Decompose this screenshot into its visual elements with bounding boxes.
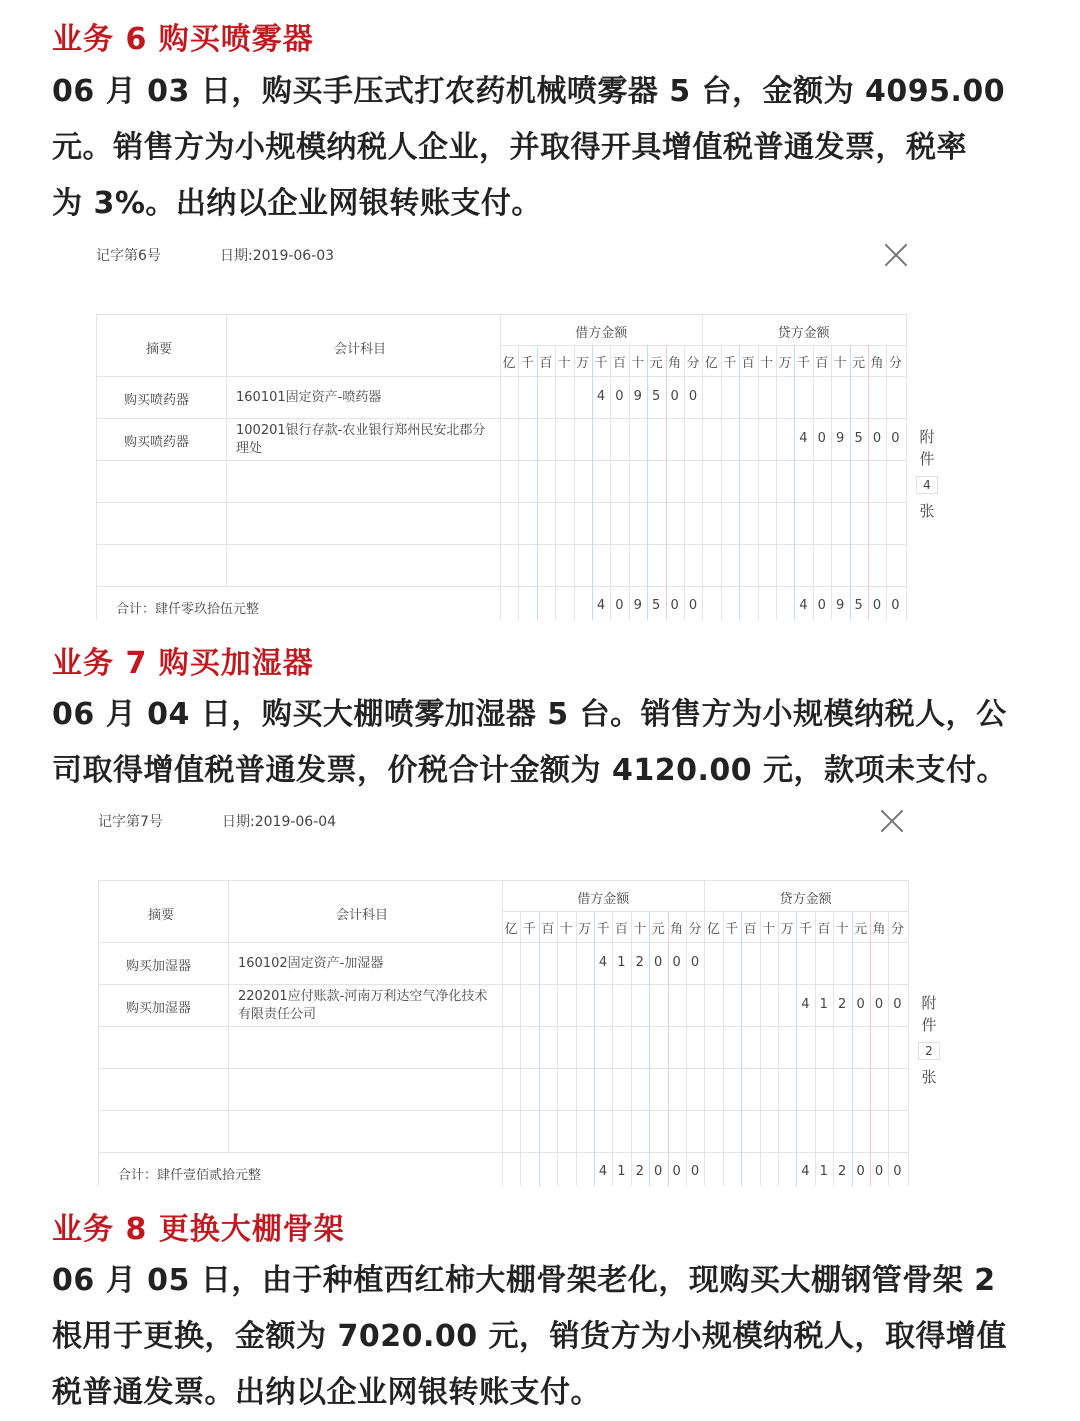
section-8-heading: 业务 8 更换大棚骨架 bbox=[52, 1212, 345, 1247]
unit-label: 万 bbox=[576, 356, 590, 371]
grid-line bbox=[96, 418, 906, 419]
voucher-date: 日期:2019-06-04 bbox=[222, 814, 337, 830]
grid-line bbox=[833, 911, 834, 1186]
grid-line bbox=[668, 911, 669, 1186]
grid-line bbox=[831, 345, 832, 620]
account-header: 会计科目 bbox=[334, 342, 387, 357]
credit-digit: 4 bbox=[799, 431, 808, 446]
row-account: 220201应付账款-河南万利达空气净化技术有限责任公司 bbox=[238, 989, 488, 1022]
unit-label: 千 bbox=[796, 356, 810, 371]
attachment-count: 4 bbox=[916, 476, 938, 494]
total-credit-digit: 4 bbox=[799, 598, 808, 613]
unit-label: 十 bbox=[631, 356, 645, 371]
total-debit-digit: 0 bbox=[688, 598, 698, 613]
grid-line bbox=[721, 345, 722, 620]
grid-line bbox=[539, 911, 540, 1186]
unit-label: 百 bbox=[743, 922, 757, 937]
total-debit-digit: 0 bbox=[690, 1164, 700, 1179]
attachment-label: 附件 bbox=[919, 428, 935, 468]
unit-label: 亿 bbox=[502, 356, 516, 371]
voucher-date: 日期:2019-06-03 bbox=[220, 248, 335, 264]
credit-header: 贷方金额 bbox=[779, 892, 832, 907]
grid-line bbox=[98, 880, 99, 1186]
section-6-text bbox=[52, 64, 1032, 232]
unit-label: 百 bbox=[817, 922, 831, 937]
voucher-number: 记字第7号 bbox=[98, 814, 163, 830]
grid-line bbox=[592, 345, 593, 620]
voucher-number: 记字第6号 bbox=[96, 248, 161, 264]
row-summary: 购买喷药器 bbox=[124, 393, 190, 408]
total-label: 合计：肆仟壹佰贰拾元整 bbox=[118, 1168, 262, 1183]
unit-label: 千 bbox=[723, 356, 737, 371]
total-credit-digit: 2 bbox=[838, 1164, 847, 1179]
section-8-text bbox=[52, 1253, 1032, 1421]
grid-line bbox=[520, 911, 521, 1186]
unit-label: 十 bbox=[835, 922, 849, 937]
debit-digit: 4 bbox=[598, 955, 608, 970]
credit-digit: 1 bbox=[819, 997, 828, 1012]
row-summary: 购买加湿器 bbox=[126, 959, 192, 974]
grid-line bbox=[537, 345, 538, 620]
unit-label: 万 bbox=[778, 356, 792, 371]
credit-header: 贷方金额 bbox=[777, 326, 830, 341]
text-line: 司取得增值税普通发票，价税合计金额为 4120.00 元，款项未支付。 bbox=[52, 753, 1008, 788]
grid-line bbox=[794, 345, 795, 620]
debit-digit: 0 bbox=[654, 955, 663, 970]
grid-line bbox=[778, 911, 779, 1186]
grid-line bbox=[96, 314, 97, 620]
unit-label: 角 bbox=[872, 922, 886, 937]
grid-line bbox=[888, 911, 889, 1186]
credit-digit: 9 bbox=[836, 431, 845, 446]
unit-label: 千 bbox=[798, 922, 812, 937]
unit-label: 十 bbox=[760, 356, 774, 371]
grid-line bbox=[98, 880, 908, 881]
section-7-text bbox=[52, 687, 1032, 799]
grid-line bbox=[555, 345, 556, 620]
grid-line bbox=[649, 911, 650, 1186]
unit-label: 分 bbox=[888, 356, 902, 371]
text-line: 06 月 04 日，购买大棚喷雾加湿器 5 台。销售方为小规模纳税人，公 bbox=[52, 697, 1007, 732]
grid-line bbox=[96, 314, 906, 315]
total-debit-digit: 4 bbox=[596, 598, 606, 613]
unit-label: 亿 bbox=[504, 922, 518, 937]
grid-line bbox=[518, 345, 519, 620]
unit-label: 十 bbox=[557, 356, 571, 371]
grid-line bbox=[631, 911, 632, 1186]
credit-digit: 2 bbox=[838, 997, 847, 1012]
grid-line bbox=[612, 911, 613, 1186]
attachment-unit: 张 bbox=[919, 502, 935, 520]
total-credit-digit: 0 bbox=[891, 598, 900, 613]
grid-line bbox=[574, 345, 575, 620]
debit-digit: 2 bbox=[635, 955, 644, 970]
unit-label: 十 bbox=[633, 922, 647, 937]
debit-digit: 5 bbox=[652, 389, 661, 404]
total-debit-digit: 0 bbox=[670, 598, 679, 613]
grid-line bbox=[98, 984, 908, 985]
debit-digit: 0 bbox=[670, 389, 679, 404]
unit-label: 十 bbox=[559, 922, 573, 937]
total-debit-digit: 0 bbox=[672, 1164, 681, 1179]
unit-label: 亿 bbox=[706, 922, 720, 937]
unit-label: 千 bbox=[596, 922, 610, 937]
row-account: 100201银行存款-农业银行郑州民安北郡分理处 bbox=[236, 423, 486, 456]
unit-label: 元 bbox=[852, 356, 866, 371]
grid-line bbox=[868, 345, 869, 620]
summary-header: 摘要 bbox=[146, 342, 173, 357]
grid-line bbox=[228, 880, 229, 1152]
grid-line bbox=[741, 911, 742, 1186]
grid-line bbox=[96, 376, 906, 377]
unit-label: 角 bbox=[870, 356, 884, 371]
grid-line bbox=[886, 345, 887, 620]
grid-line bbox=[739, 345, 740, 620]
credit-digit: 5 bbox=[854, 431, 863, 446]
unit-label: 百 bbox=[539, 356, 553, 371]
attachment-unit: 张 bbox=[921, 1068, 937, 1086]
grid-line bbox=[906, 314, 907, 620]
unit-label: 百 bbox=[741, 356, 755, 371]
credit-digit: 4 bbox=[801, 997, 810, 1012]
grid-line bbox=[796, 911, 797, 1186]
unit-label: 十 bbox=[762, 922, 776, 937]
grid-line bbox=[647, 345, 648, 620]
grid-line bbox=[98, 1152, 908, 1153]
total-credit-digit: 0 bbox=[817, 598, 826, 613]
grid-line bbox=[629, 345, 630, 620]
unit-label: 百 bbox=[614, 922, 628, 937]
total-debit-digit: 0 bbox=[615, 598, 624, 613]
grid-line bbox=[776, 345, 777, 620]
unit-label: 百 bbox=[612, 356, 626, 371]
text-line: 06 月 05 日，由于种植西红柿大棚骨架老化，现购买大棚钢管骨架 2 bbox=[52, 1263, 996, 1298]
unit-label: 万 bbox=[578, 922, 592, 937]
grid-line bbox=[758, 345, 759, 620]
total-credit-digit: 9 bbox=[836, 598, 845, 613]
unit-label: 元 bbox=[854, 922, 868, 937]
row-summary: 购买喷药器 bbox=[124, 435, 190, 450]
unit-label: 亿 bbox=[704, 356, 718, 371]
total-debit-digit: 2 bbox=[635, 1164, 644, 1179]
grid-line bbox=[96, 502, 906, 503]
unit-label: 分 bbox=[890, 922, 904, 937]
grid-line bbox=[686, 911, 687, 1186]
total-credit-digit: 0 bbox=[856, 1164, 865, 1179]
row-account: 160102固定资产-加湿器 bbox=[238, 956, 384, 971]
grid-line bbox=[815, 911, 816, 1186]
total-debit-digit: 1 bbox=[617, 1164, 626, 1179]
attachment-label: 附件 bbox=[921, 994, 937, 1034]
credit-digit: 0 bbox=[893, 997, 902, 1012]
grid-line bbox=[813, 345, 814, 620]
text-line: 税普通发票。出纳以企业网银转账支付。 bbox=[52, 1375, 601, 1410]
credit-digit: 0 bbox=[872, 431, 882, 446]
text-line: 根用于更换，金额为 7020.00 元，销货方为小规模纳税人，取得增值 bbox=[52, 1319, 1008, 1354]
unit-label: 千 bbox=[520, 356, 534, 371]
grid-line bbox=[594, 911, 595, 1186]
total-credit-digit: 0 bbox=[874, 1164, 884, 1179]
unit-label: 元 bbox=[651, 922, 665, 937]
unit-label: 万 bbox=[780, 922, 794, 937]
total-credit-digit: 0 bbox=[893, 1164, 902, 1179]
debit-digit: 0 bbox=[672, 955, 681, 970]
section-6-heading: 业务 6 购买喷雾器 bbox=[52, 22, 314, 57]
grid-line bbox=[610, 345, 611, 620]
debit-header: 借方金额 bbox=[577, 892, 630, 907]
attachment-count: 2 bbox=[918, 1042, 940, 1060]
debit-digit: 0 bbox=[615, 389, 624, 404]
debit-header: 借方金额 bbox=[575, 326, 628, 341]
unit-label: 分 bbox=[688, 922, 702, 937]
debit-digit: 9 bbox=[633, 389, 642, 404]
total-label: 合计：肆仟零玖拾伍元整 bbox=[116, 602, 260, 617]
text-line: 为 3%。出纳以企业网银转账支付。 bbox=[52, 186, 542, 221]
grid-line bbox=[98, 1026, 908, 1027]
credit-digit: 0 bbox=[817, 431, 826, 446]
grid-line bbox=[760, 911, 761, 1186]
grid-line bbox=[684, 345, 685, 620]
debit-digit: 0 bbox=[688, 389, 698, 404]
grid-line bbox=[96, 460, 906, 461]
grid-line bbox=[576, 911, 577, 1186]
unit-label: 分 bbox=[686, 356, 700, 371]
total-debit-digit: 9 bbox=[633, 598, 642, 613]
unit-label: 角 bbox=[668, 356, 682, 371]
grid-line bbox=[98, 1110, 908, 1111]
unit-label: 千 bbox=[522, 922, 536, 937]
unit-label: 百 bbox=[815, 356, 829, 371]
close-icon[interactable] bbox=[880, 809, 904, 833]
total-debit-digit: 5 bbox=[652, 598, 661, 613]
grid-line bbox=[850, 345, 851, 620]
debit-digit: 1 bbox=[617, 955, 626, 970]
grid-line bbox=[226, 314, 227, 586]
total-credit-digit: 1 bbox=[819, 1164, 828, 1179]
total-debit-digit: 0 bbox=[654, 1164, 663, 1179]
text-line: 06 月 03 日，购买手压式打农药机械喷雾器 5 台，金额为 4095.00 bbox=[52, 74, 1006, 109]
unit-label: 百 bbox=[541, 922, 555, 937]
grid-line bbox=[557, 911, 558, 1186]
text-line: 元。销售方为小规模纳税人企业，并取得开具增值税普通发票，税率 bbox=[52, 130, 967, 165]
account-header: 会计科目 bbox=[336, 908, 389, 923]
debit-digit: 0 bbox=[690, 955, 700, 970]
grid-line bbox=[96, 544, 906, 545]
total-debit-digit: 4 bbox=[598, 1164, 608, 1179]
unit-label: 角 bbox=[670, 922, 684, 937]
grid-line bbox=[870, 911, 871, 1186]
grid-line bbox=[908, 880, 909, 1186]
unit-label: 元 bbox=[649, 356, 663, 371]
total-credit-digit: 5 bbox=[854, 598, 863, 613]
row-summary: 购买加湿器 bbox=[126, 1001, 192, 1016]
unit-label: 十 bbox=[833, 356, 847, 371]
section-7-heading: 业务 7 购买加湿器 bbox=[52, 646, 314, 681]
row-account: 160101固定资产-喷药器 bbox=[236, 390, 382, 405]
credit-digit: 0 bbox=[891, 431, 900, 446]
credit-digit: 0 bbox=[874, 997, 884, 1012]
grid-line bbox=[98, 1068, 908, 1069]
grid-line bbox=[852, 911, 853, 1186]
unit-label: 千 bbox=[594, 356, 608, 371]
total-credit-digit: 4 bbox=[801, 1164, 810, 1179]
debit-digit: 4 bbox=[596, 389, 606, 404]
credit-digit: 0 bbox=[856, 997, 865, 1012]
total-credit-digit: 0 bbox=[872, 598, 882, 613]
grid-line bbox=[666, 345, 667, 620]
close-icon[interactable] bbox=[884, 243, 908, 267]
grid-line bbox=[98, 942, 908, 943]
grid-line bbox=[723, 911, 724, 1186]
grid-line bbox=[96, 586, 906, 587]
unit-label: 千 bbox=[725, 922, 739, 937]
summary-header: 摘要 bbox=[148, 908, 175, 923]
